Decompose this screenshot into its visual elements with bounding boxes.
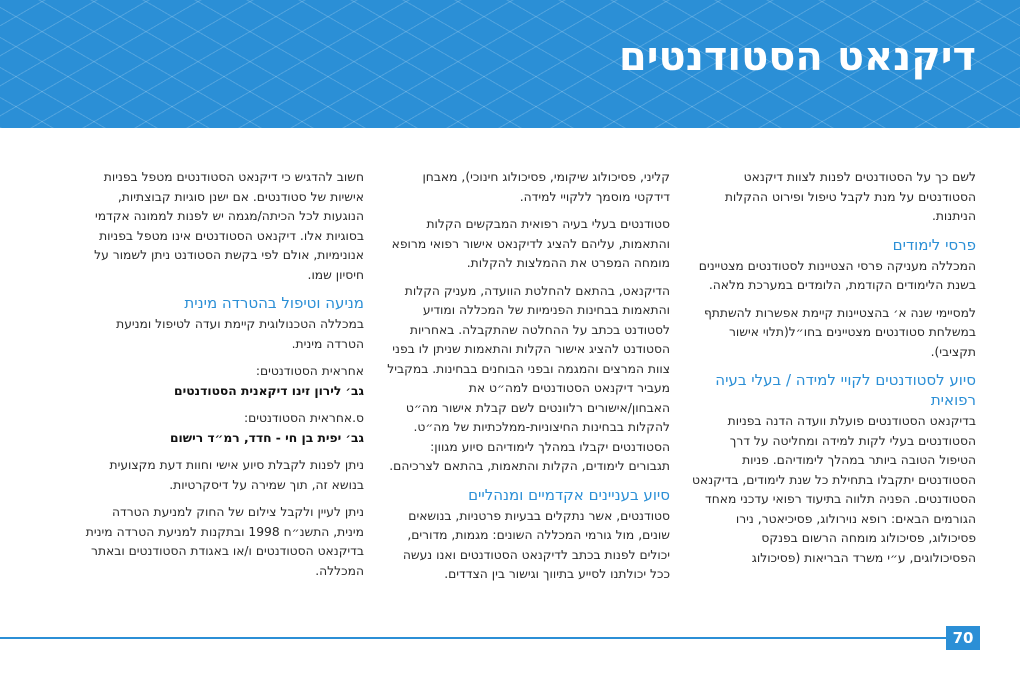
section-heading-academic-support: סיוע בעניינים אקדמיים ומנהליים <box>468 485 670 504</box>
paragraph: במכללה הטכנולוגית קיימת ועדה לטיפול ומניעת הטרדה מינית. <box>116 317 364 351</box>
paragraph: הדיקנאט, בהתאם להחלטת הוועדה, מעניק הקלות והתאמות בבחינות הפנימיות של המכללה ומודיע לסטודנט בכתב על ההחלטה שהתקבלה. באחריות הסטודנט להציג אישור הקלות והתאמות שניתן לו בפני צוות המרצים והמגמה ובפני הבוחנים בבחינות. במקביל מעביר דיקנאט הסטודנטים למה״ט את האבחון/אישורים רלוונטים לשם קבלת אישור מה״ט להקלות בבחינות החיצוניות-ממלכתיות של מה״ט. הסטודנטים יקבלו במהלך לימודיהם סיוע מגוון: תגבורים לימודים, הקלות והתאמות, בהתאם לצרכיהם. <box>387 283 670 473</box>
responsible-label: ס.אחראית הסטודנטים: <box>243 411 364 425</box>
section-heading-learning-support: סיוע לסטודנטים לקויי למידה / בעלי בעיה רפואית <box>715 371 976 409</box>
column-left <box>79 168 364 589</box>
page-number: 70 <box>946 626 980 650</box>
paragraph: סטודנטים בעלי בעיה רפואית המבקשים הקלות והתאמות, עליהם להציג לדיקנאט אישור רפואי מרופא מומחה המפרט את ההמלצות להקלות. <box>391 217 670 270</box>
paragraph: למסיימי שנה א׳ בהצטיינות קיימת אפשרות להשתתף במשלחת סטודנטים מצטיינים בחו״ל(תלוי אישור תקציבי). <box>703 305 976 359</box>
paragraph: ניתן לפנות לקבלת סיוע אישי וחוות דעת מקצועית בנושא זה, תוך שמירה על דיסקרטיות. <box>109 458 364 492</box>
column-right <box>691 168 976 576</box>
paragraph: סטודנטים, אשר נתקלים בבעיות פרטניות, בנושאים שונים, מול גורמי המכללה השונים: מגמות, מדורים, יכולים לפנות בכתב לדיקנאט הסטודנטים ואנו נעשה ככל יכולתנו לסייע בתיווך וגישור בין הצדדים. <box>402 508 670 581</box>
responsible-label: אחראית הסטודנטים: <box>255 364 364 378</box>
section-heading-prizes: פרסי לימודים <box>892 235 976 254</box>
page-title: דיקנאט הסטודנטים <box>618 34 976 80</box>
responsible-name: גב׳ לירון זינו דיקאנית הסטודנטים <box>174 383 364 398</box>
paragraph: לשם כך על הסטודנטים לפנות לצוות דיקנאט הסטודנטים על מנת לקבל טיפול ופירוט ההקלות הניתנות. <box>724 170 976 223</box>
column-middle <box>385 168 670 593</box>
paragraph: חשוב להדגיש כי דיקנאט הסטודנטים מטפל בפניות אישיות של סטודנטים. אם ישנן סוגיות קבוצתיות, הנוגעות לכל הכיתה/מגמה יש לפנות לממונה אקדמי בסוגיות אלו. דיקנאט הסטודנטים אינו מטפל בפניות אנונימיות, אולם לפי בקשת הסטודנט ניתן לשמור על חיסיון שמו. <box>94 170 364 282</box>
paragraph: ניתן לעיין ולקבל צילום של החוק למניעת הטרדה מינית, התשנ״ח 1998 ובתקנות למניעת הטרדה מינית בדיקנאט הסטודנטים ו/או באגודת הסטודנטים ובאתר המכללה. <box>85 505 364 578</box>
responsible-name: גב׳ יפית בן חי - חדד, רמ״ד רישום <box>169 430 364 445</box>
footer-rule <box>0 637 946 639</box>
paragraph: בדיקנאט הסטודנטים פועלת וועדה הדנה בפניות הסטודנטים בעלי לקות למידה ומחליטה על דרך הטיפול הטובה ביותר במהלך לימודיהם. פניות הסטודנטים יתקבלו בתחילת כל שנת לימודים, בדיקנאט הסטודנטים. הפניה תלווה בתיעוד רפואי עדכני מאחד הגורמים הבאים: רופא נוירולוג, פסיכיאטר, נירו פסיכולוג, פסיכולוג מומחה הרשום בפנקס הפסיכולוגים, ע״י משרד הבריאות (פסיכולוג <box>692 414 976 565</box>
header-banner <box>0 0 1020 128</box>
paragraph: קליני, פסיכולוג שיקומי, פסיכולוג חינוכי), מאבחן דידקטי מוסמך ללקויי למידה. <box>422 170 670 204</box>
paragraph: המכללה מעניקה פרסי הצטיינות לסטודנטים מצטיינים בשנת הלימודים הקודמת, הלומדים במערכת מלאה. <box>698 258 976 292</box>
section-heading-harassment: מניעה וטיפול בהטרדה מינית <box>184 294 364 312</box>
